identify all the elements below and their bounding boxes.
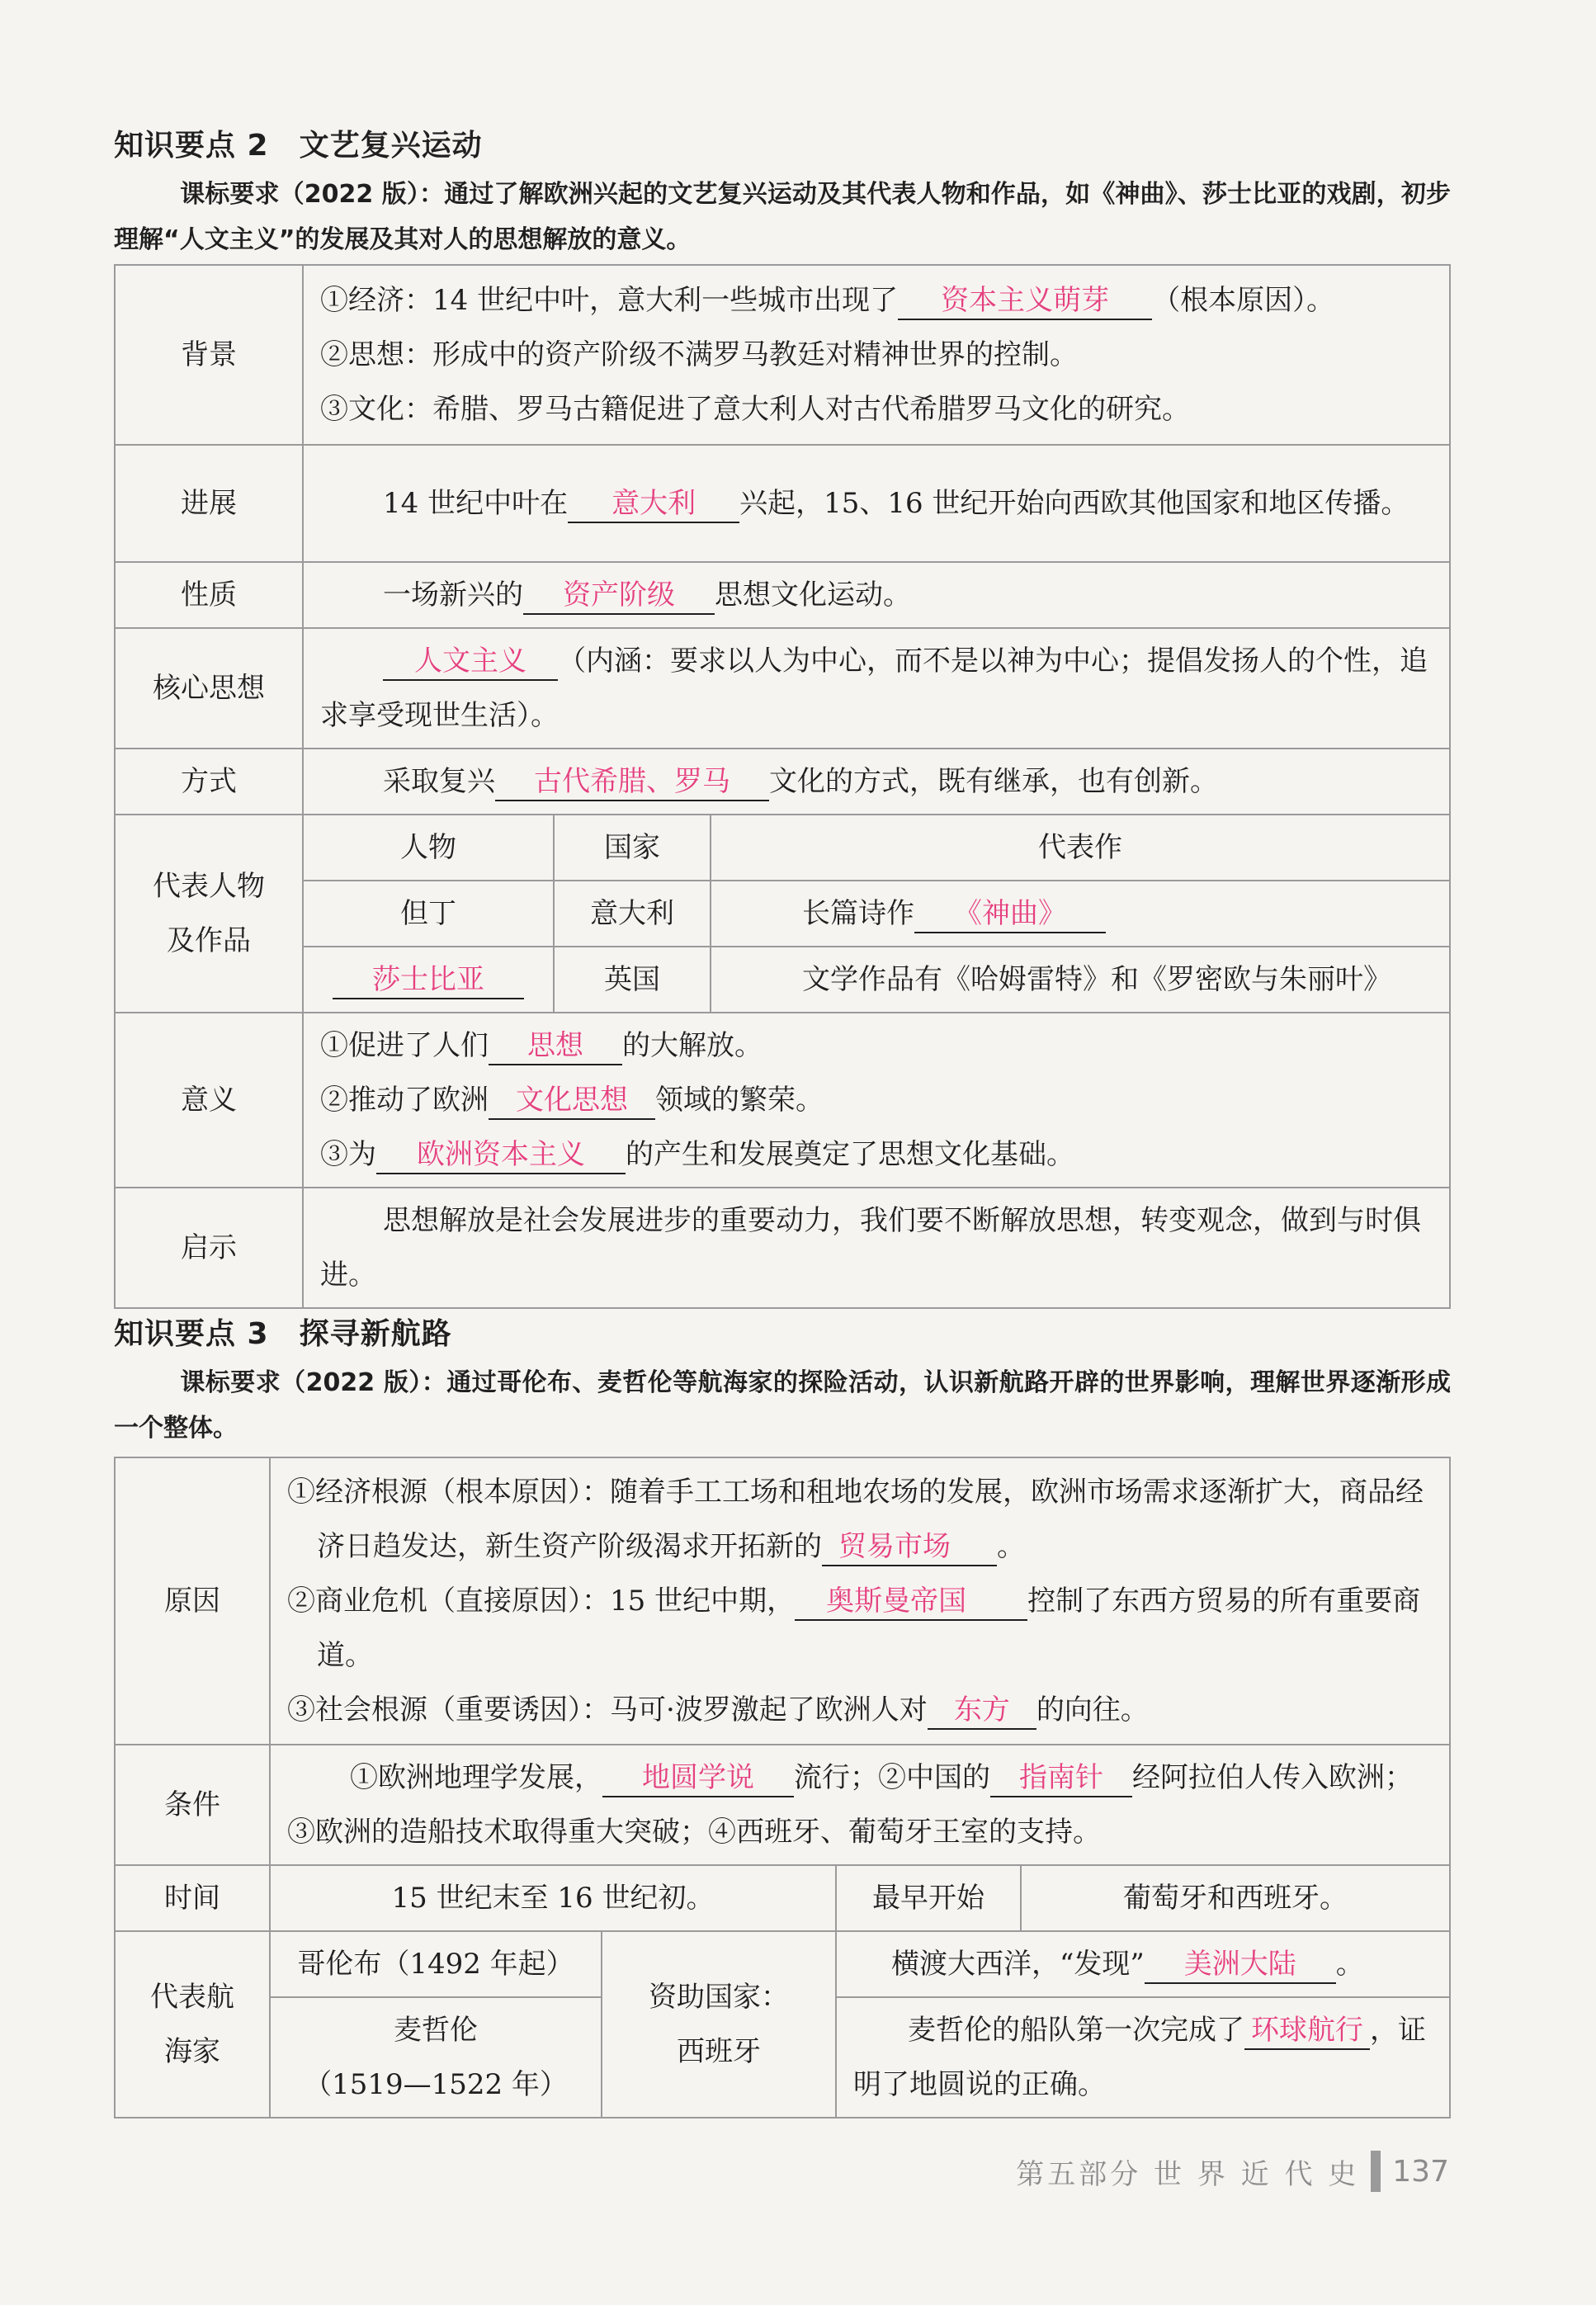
answer-blank: 资本主义萌芽 bbox=[898, 282, 1152, 320]
answer-blank: 贸易市场 bbox=[822, 1528, 997, 1566]
cause-content: ①经济根源（根本原因）：随着手工工场和租地农场的发展，欧洲市场需求逐渐扩大，商品经济日趋发达，新生资产阶级渴求开拓新的 贸易市场 。 ②商业危机（直接原因）：15 世纪中期， 奥斯曼帝国 控制了东西方贸易的所有重要商道。 ③社会根源（重要诱因）：马可·波罗激起了欧洲人对 东方 的向往。 bbox=[270, 1457, 1450, 1745]
label-insight: 启示 bbox=[115, 1188, 303, 1308]
sponsor-country: 资助国家：西班牙 bbox=[602, 1931, 836, 2118]
answer-blank: 莎士比亚 bbox=[333, 961, 524, 999]
label-navigators: 代表航海家 bbox=[115, 1931, 270, 2118]
magellan-achievement: 麦哲伦的船队第一次完成了 环球航行 ，证明了地圆说的正确。 bbox=[836, 1997, 1450, 2118]
answer-blank: 指南针 bbox=[990, 1759, 1132, 1797]
label-method: 方式 bbox=[115, 749, 303, 815]
row-cause bbox=[115, 1457, 1450, 1745]
col-country: 国家 bbox=[554, 815, 711, 881]
answer-blank: 美洲大陆 bbox=[1145, 1946, 1336, 1984]
person-dante: 但丁 bbox=[303, 881, 554, 947]
earliest-value: 葡萄牙和西班牙。 bbox=[1021, 1865, 1450, 1931]
label-condition: 条件 bbox=[115, 1745, 270, 1865]
navigator-magellan: 麦哲伦 （1519—1522 年） bbox=[270, 1997, 602, 2118]
person-shakespeare bbox=[303, 947, 554, 1013]
row-shakespeare bbox=[115, 947, 1450, 1013]
work-shakespeare: 文学作品有《哈姆雷特》和《罗密欧与朱丽叶》 bbox=[711, 947, 1450, 1013]
row-method bbox=[115, 749, 1450, 815]
footer-divider bbox=[1371, 2151, 1381, 2192]
answer-blank: 《神曲》 bbox=[914, 895, 1106, 933]
answer-blank: 东方 bbox=[928, 1692, 1036, 1730]
footer-section: 第五部分 世 界 近 代 史 bbox=[1016, 2157, 1360, 2191]
background-content: ①经济：14 世纪中叶，意大利一些城市出现了 资本主义萌芽 （根本原因）。 ②思想：形成中的资产阶级不满罗马教廷对精神世界的控制。 ③文化：希腊、罗马古籍促进了意大利人对古代希腊罗马文化的研究。 bbox=[303, 265, 1450, 445]
label-earliest: 最早开始 bbox=[836, 1865, 1021, 1931]
country-england: 英国 bbox=[554, 947, 711, 1013]
answer-blank: 地圆学说 bbox=[602, 1759, 794, 1797]
work-dante: 长篇诗作 《神曲》 bbox=[711, 881, 1450, 947]
kp3-table bbox=[114, 1457, 1451, 2118]
label-progress: 进展 bbox=[115, 445, 303, 562]
label-time: 时间 bbox=[115, 1865, 270, 1931]
row-dante bbox=[115, 881, 1450, 947]
kp2-table bbox=[114, 264, 1451, 1309]
condition-content: ①欧洲地理学发展， 地圆学说 流行；②中国的 指南针 经阿拉伯人传入欧洲；③欧洲的造船技术取得重大突破；④西班牙、葡萄牙王室的支持。 bbox=[270, 1745, 1450, 1865]
col-work: 代表作 bbox=[711, 815, 1450, 881]
row-time bbox=[115, 1865, 1450, 1931]
core-idea-content: 人文主义 （内涵：要求以人为中心，而不是以神为中心；提倡发扬人的个性，追求享受现世生活）。 bbox=[303, 628, 1450, 749]
kp2-requirement: 课标要求（2022 版）：通过了解欧洲兴起的文艺复兴运动及其代表人物和作品，如《神曲》、莎士比亚的戏剧，初步理解“人文主义”的发展及其对人的思想解放的意义。 bbox=[114, 180, 1451, 254]
kp3-title: 知识要点 3 探寻新航路 bbox=[114, 1317, 452, 1351]
row-significance bbox=[115, 1013, 1450, 1188]
row-nature bbox=[115, 562, 1450, 628]
kp2-title: 知识要点 2 文艺复兴运动 bbox=[114, 129, 483, 163]
answer-blank: 思想 bbox=[489, 1027, 622, 1065]
country-italy: 意大利 bbox=[554, 881, 711, 947]
label-significance: 意义 bbox=[115, 1013, 303, 1188]
row-reps-header bbox=[115, 815, 1450, 881]
row-condition bbox=[115, 1745, 1450, 1865]
label-cause: 原因 bbox=[115, 1457, 270, 1745]
page-number: 137 bbox=[1392, 2154, 1449, 2189]
answer-blank: 环球航行 bbox=[1244, 2012, 1370, 2050]
answer-blank: 欧洲资本主义 bbox=[376, 1136, 626, 1174]
row-progress bbox=[115, 445, 1450, 562]
insight-content: 思想解放是社会发展进步的重要动力，我们要不断解放思想，转变观念，做到与时俱进。 bbox=[303, 1188, 1450, 1308]
answer-blank: 人文主义 bbox=[383, 643, 558, 681]
navigator-columbus: 哥伦布（1492 年起） bbox=[270, 1931, 602, 1997]
method-content: 采取复兴 古代希腊、罗马 文化的方式，既有继承，也有创新。 bbox=[303, 749, 1450, 815]
row-insight bbox=[115, 1188, 1450, 1308]
answer-blank: 资产阶级 bbox=[523, 577, 715, 615]
label-nature: 性质 bbox=[115, 562, 303, 628]
nature-content: 一场新兴的 资产阶级 思想文化运动。 bbox=[303, 562, 1450, 628]
label-core-idea: 核心思想 bbox=[115, 628, 303, 749]
time-value: 15 世纪末至 16 世纪初。 bbox=[270, 1865, 836, 1931]
page-footer bbox=[1016, 2151, 1449, 2192]
kp3-requirement: 课标要求（2022 版）：通过哥伦布、麦哲伦等航海家的探险活动，认识新航路开辟的世界影响，理解世界逐渐形成一个整体。 bbox=[114, 1368, 1451, 1443]
row-background bbox=[115, 265, 1450, 445]
label-background: 背景 bbox=[115, 265, 303, 445]
columbus-achievement: 横渡大西洋，“发现” 美洲大陆 。 bbox=[836, 1931, 1450, 1997]
row-columbus bbox=[115, 1931, 1450, 1997]
col-person: 人物 bbox=[303, 815, 554, 881]
significance-content: ①促进了人们 思想 的大解放。 ②推动了欧洲 文化思想 领域的繁荣。 ③为 欧洲资本主义 的产生和发展奠定了思想文化基础。 bbox=[303, 1013, 1450, 1188]
answer-blank: 意大利 bbox=[568, 485, 739, 523]
label-reps: 代表人物及作品 bbox=[115, 815, 303, 1013]
answer-blank: 古代希腊、罗马 bbox=[495, 763, 769, 801]
row-core-idea bbox=[115, 628, 1450, 749]
answer-blank: 奥斯曼帝国 bbox=[795, 1583, 1027, 1621]
progress-content: 14 世纪中叶在 意大利 兴起，15、16 世纪开始向西欧其他国家和地区传播。 bbox=[303, 445, 1450, 562]
answer-blank: 文化思想 bbox=[489, 1082, 655, 1120]
